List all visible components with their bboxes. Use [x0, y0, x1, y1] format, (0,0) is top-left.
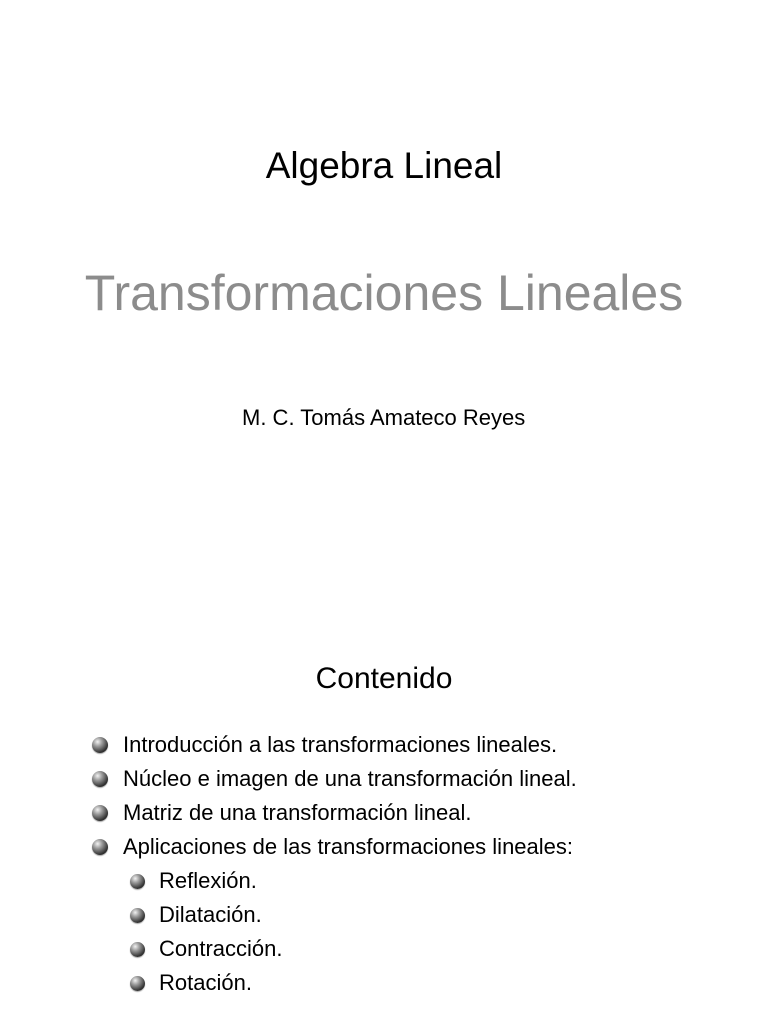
- sphere-bullet-icon: [130, 874, 145, 889]
- list-item: [92, 728, 577, 762]
- author-name: M. C. Tomás Amateco Reyes: [242, 405, 526, 430]
- sphere-bullet-icon: [92, 805, 108, 821]
- sphere-bullet-icon: [92, 771, 108, 787]
- list-item-label: Matriz de una transformación lineal.: [123, 800, 472, 825]
- contents-heading: Contenido: [315, 662, 453, 695]
- contents-list: [92, 728, 577, 1000]
- list-item: [92, 762, 577, 796]
- sub-list-item: [92, 898, 577, 932]
- sphere-bullet-icon: [130, 942, 145, 957]
- contents-slide: [0, 600, 768, 1024]
- lecture-title: Transformaciones Lineales: [84, 265, 684, 321]
- sphere-bullet-icon: [92, 737, 108, 753]
- sphere-bullet-icon: [130, 976, 145, 991]
- list-item-label: Aplicaciones de las transformaciones lineales:: [123, 834, 574, 859]
- sub-list-item: [92, 966, 577, 1000]
- sphere-bullet-icon: [130, 908, 145, 923]
- list-item: [92, 830, 577, 864]
- list-item-label: Introducción a las transformaciones lineales.: [123, 732, 558, 757]
- sub-list-item: [92, 864, 577, 898]
- list-item: [92, 796, 577, 830]
- sub-list-item: [92, 932, 577, 966]
- sub-list-item-label: Dilatación.: [159, 902, 262, 927]
- sphere-bullet-icon: [92, 839, 108, 855]
- sub-list-item-label: Reflexión.: [159, 868, 257, 893]
- course-title: Algebra Lineal: [265, 145, 503, 186]
- sub-list-item-label: Rotación.: [159, 970, 252, 995]
- sub-list-item-label: Contracción.: [159, 936, 283, 961]
- list-item-label: Núcleo e imagen de una transformación lineal.: [123, 766, 577, 791]
